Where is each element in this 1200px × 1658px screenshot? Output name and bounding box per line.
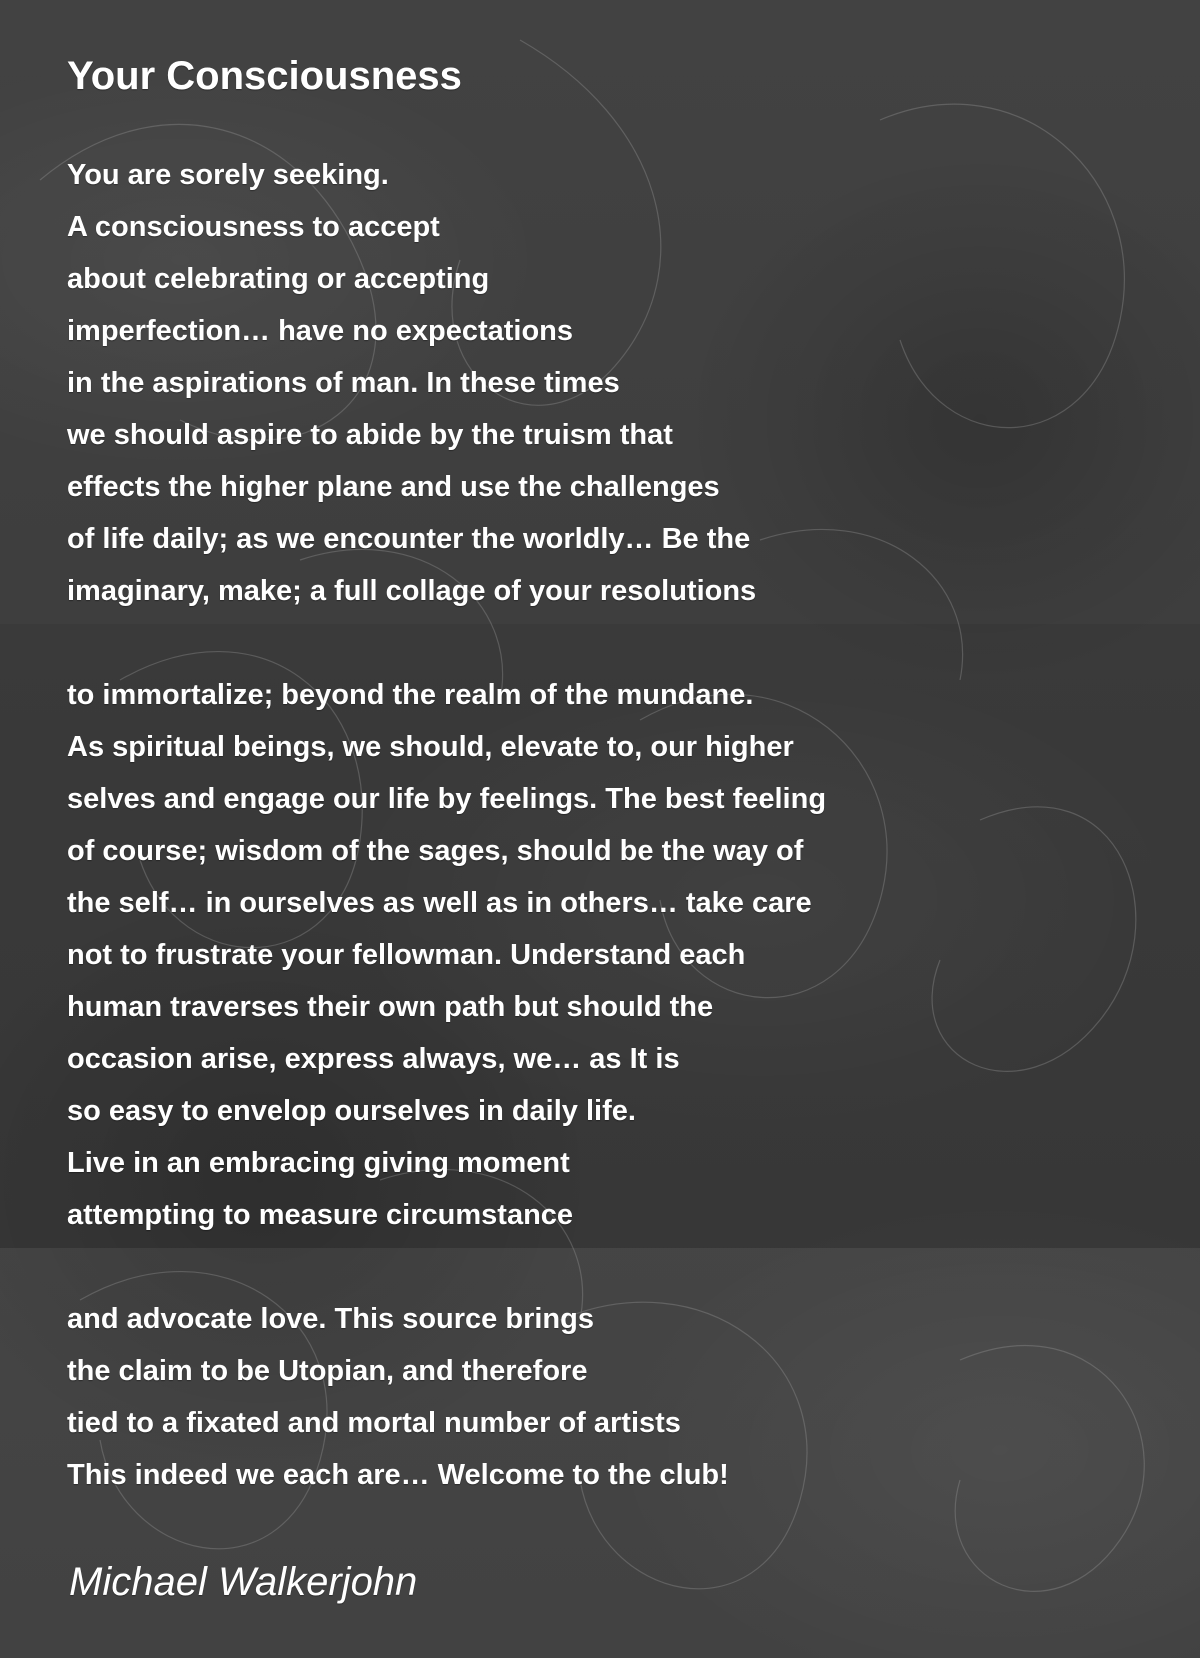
- poem-line: A consciousness to accept: [67, 211, 440, 243]
- poem-line: imperfection… have no expectations: [67, 315, 574, 347]
- poem-line: effects the higher plane and use the challenges: [67, 471, 720, 503]
- poem-line: attempting to measure circumstance: [67, 1199, 574, 1231]
- poem-line: so easy to envelop ourselves in daily life.: [67, 1095, 636, 1127]
- poem-line: You are sorely seeking.: [67, 159, 389, 191]
- poem-line: about celebrating or accepting: [67, 263, 490, 295]
- stanza-3: [67, 1293, 1147, 1501]
- poem-author: Michael Walkerjohn: [69, 1560, 418, 1604]
- poem-line: and advocate love. This source brings: [67, 1303, 594, 1335]
- poem-line: of life daily; as we encounter the worldly… Be the: [67, 523, 751, 555]
- poem-line: human traverses their own path but should the: [67, 991, 714, 1023]
- stanza-2: [67, 669, 1147, 1241]
- poem-line: imaginary, make; a full collage of your resolutions: [67, 575, 757, 607]
- poem-title: Your Consciousness: [67, 54, 462, 98]
- stanza-1: [67, 149, 1147, 617]
- poem-line: tied to a fixated and mortal number of artists: [67, 1407, 681, 1439]
- poem-line: This indeed we each are… Welcome to the club!: [67, 1459, 729, 1491]
- poem-line: Live in an embracing giving moment: [67, 1147, 570, 1179]
- poem-line: in the aspirations of man. In these times: [67, 367, 620, 399]
- poem-line: of course; wisdom of the sages, should be the way of: [67, 835, 804, 867]
- poem-line: occasion arise, express always, we… as It is: [67, 1043, 680, 1075]
- poem-line: not to frustrate your fellowman. Understand each: [67, 939, 746, 971]
- poem-line: As spiritual beings, we should, elevate to, our higher: [67, 731, 794, 763]
- poem-line: selves and engage our life by feelings. The best feeling: [67, 783, 827, 815]
- poem-line: to immortalize; beyond the realm of the mundane.: [67, 679, 754, 711]
- poem-line: we should aspire to abide by the truism that: [67, 419, 673, 451]
- poem-line: the claim to be Utopian, and therefore: [67, 1355, 588, 1387]
- poem-line: the self… in ourselves as well as in others… take care: [67, 887, 812, 919]
